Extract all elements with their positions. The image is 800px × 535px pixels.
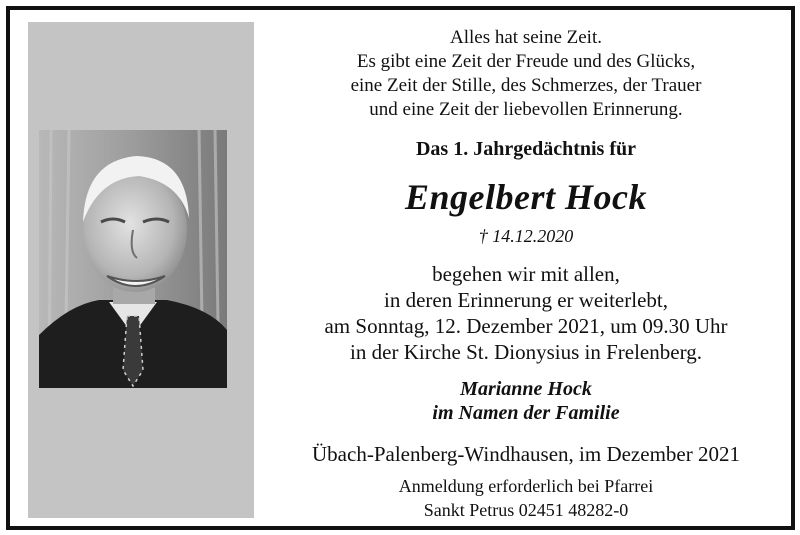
death-date: † 14.12.2020: [478, 226, 574, 246]
notice-text: [266, 10, 786, 526]
service-line-1: begehen wir mit allen,: [432, 262, 620, 286]
verse-line-4: und eine Zeit der liebevollen Erinnerung.: [369, 99, 683, 120]
registration-note-2: Sankt Petrus 02451 48282-0: [423, 500, 629, 520]
anniversary-heading: Das 1. Jahrgedächtnis für: [415, 138, 636, 160]
service-line-3: am Sonntag, 12. Dezember 2021, um 09.30 Uhr: [324, 314, 728, 338]
portrait-photo: [39, 130, 227, 388]
obituary-notice: [6, 6, 795, 530]
deceased-name: Engelbert Hock: [405, 177, 647, 217]
place-and-date: Übach-Palenberg-Windhausen, im Dezember 2021: [312, 442, 740, 466]
verse-line-2: Es gibt eine Zeit der Freude und des Glücks,: [356, 51, 696, 72]
signature-family: im Namen der Familie: [432, 402, 620, 424]
service-line-4: in der Kirche St. Dionysius in Frelenberg.: [350, 340, 702, 364]
verse-line-3: eine Zeit der Stille, des Schmerzes, der Trauer: [350, 75, 702, 96]
registration-note-1: Anmeldung erforderlich bei Pfarrei: [398, 476, 654, 496]
verse-line-1: Alles hat seine Zeit.: [450, 27, 602, 48]
service-line-2: in deren Erinnerung er weiterlebt,: [384, 288, 668, 312]
signature-name: Marianne Hock: [460, 378, 592, 400]
